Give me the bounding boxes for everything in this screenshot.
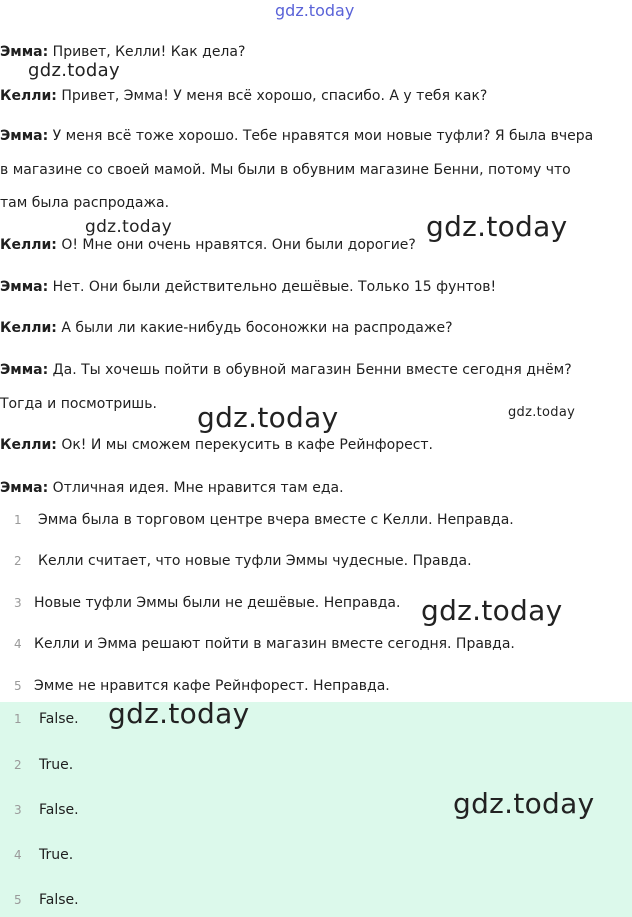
answer-number: 1: [14, 712, 22, 726]
dialogue-line: Келли: Ок! И мы сможем перекусить в кафе Рейнфорест.: [0, 437, 433, 453]
statement-number: 1: [14, 513, 22, 527]
answer-number: 5: [14, 893, 22, 907]
watermark: gdz.today: [85, 217, 172, 237]
watermark-top: gdz.today: [275, 1, 355, 20]
line-text: Привет, Келли! Как дела?: [52, 44, 246, 60]
speaker-name: Келли: [0, 88, 52, 104]
answer-text: False.: [39, 892, 79, 908]
speaker-name: Эмма: [0, 279, 43, 295]
answer-text: True.: [39, 847, 74, 863]
speaker-name: Келли: [0, 237, 52, 253]
dialogue-line-continued: в магазине со своей мамой. Мы были в обувним магазине Бенни, потому что: [0, 162, 571, 178]
line-text: У меня всё тоже хорошо. Тебе нравятся мои новые туфли? Я была вчера: [52, 128, 594, 144]
answer-number: 3: [14, 803, 22, 817]
line-text: Ок! И мы сможем перекусить в кафе Рейнфорест.: [61, 437, 433, 453]
line-text: О! Мне они очень нравятся. Они были дорогие?: [61, 237, 416, 253]
line-text: Отличная идея. Мне нравится там еда.: [52, 480, 344, 496]
line-text: Да. Ты хочешь пойти в обувной магазин Бенни вместе сегодня днём?: [52, 362, 572, 378]
answer-number: 2: [14, 758, 22, 772]
watermark: gdz.today: [197, 401, 339, 434]
speaker-name: Эмма: [0, 480, 43, 496]
dialogue-line: Эмма: Отличная идея. Мне нравится там еда.: [0, 480, 344, 496]
watermark: gdz.today: [108, 697, 250, 730]
statement-text: Эмма была в торговом центре вчера вместе с Келли. Неправда.: [38, 512, 514, 528]
line-text: Нет. Они были действительно дешёвые. Только 15 фунтов!: [52, 279, 497, 295]
answer-text: False.: [39, 711, 79, 727]
statement-text: Эмме не нравится кафе Рейнфорест. Неправда.: [34, 678, 390, 694]
statement-text: Келли и Эмма решают пойти в магазин вместе сегодня. Правда.: [34, 636, 515, 652]
watermark: gdz.today: [453, 787, 595, 820]
dialogue-line-continued: там была распродажа.: [0, 195, 170, 211]
line-text: Привет, Эмма! У меня всё хорошо, спасибо. А у тебя как?: [61, 88, 488, 104]
dialogue-line: Келли: О! Мне они очень нравятся. Они были дорогие?: [0, 237, 416, 253]
watermark: gdz.today: [508, 405, 576, 420]
answer-text: True.: [39, 757, 74, 773]
watermark: gdz.today: [28, 60, 120, 81]
dialogue-line: Келли: А были ли какие-нибудь босоножки на распродаже?: [0, 320, 453, 336]
statement-number: 4: [14, 637, 22, 651]
statement-number: 2: [14, 554, 22, 568]
statement-text: Келли считает, что новые туфли Эммы чудесные. Правда.: [38, 553, 472, 569]
line-text: А были ли какие-нибудь босоножки на распродаже?: [61, 320, 453, 336]
statement-number: 5: [14, 679, 22, 693]
speaker-name: Эмма: [0, 44, 43, 60]
statement-number: 3: [14, 596, 22, 610]
dialogue-line: Келли: Привет, Эмма! У меня всё хорошо, спасибо. А у тебя как?: [0, 88, 488, 104]
watermark: gdz.today: [421, 594, 563, 627]
dialogue-line-continued: Тогда и посмотришь.: [0, 396, 157, 412]
speaker-name: Келли: [0, 320, 52, 336]
answer-text: False.: [39, 802, 79, 818]
answer-number: 4: [14, 848, 22, 862]
dialogue-line: Эмма: Да. Ты хочешь пойти в обувной магазин Бенни вместе сегодня днём?: [0, 362, 572, 378]
speaker-name: Эмма: [0, 362, 43, 378]
dialogue-line: Эмма: Привет, Келли! Как дела?: [0, 44, 246, 60]
speaker-name: Келли: [0, 437, 52, 453]
speaker-name: Эмма: [0, 128, 43, 144]
dialogue-line: Эмма: Нет. Они были действительно дешёвые. Только 15 фунтов!: [0, 279, 497, 295]
dialogue-line: Эмма: У меня всё тоже хорошо. Тебе нравятся мои новые туфли? Я была вчера: [0, 128, 594, 144]
statement-text: Новые туфли Эммы были не дешёвые. Неправда.: [34, 595, 401, 611]
watermark: gdz.today: [426, 210, 568, 243]
